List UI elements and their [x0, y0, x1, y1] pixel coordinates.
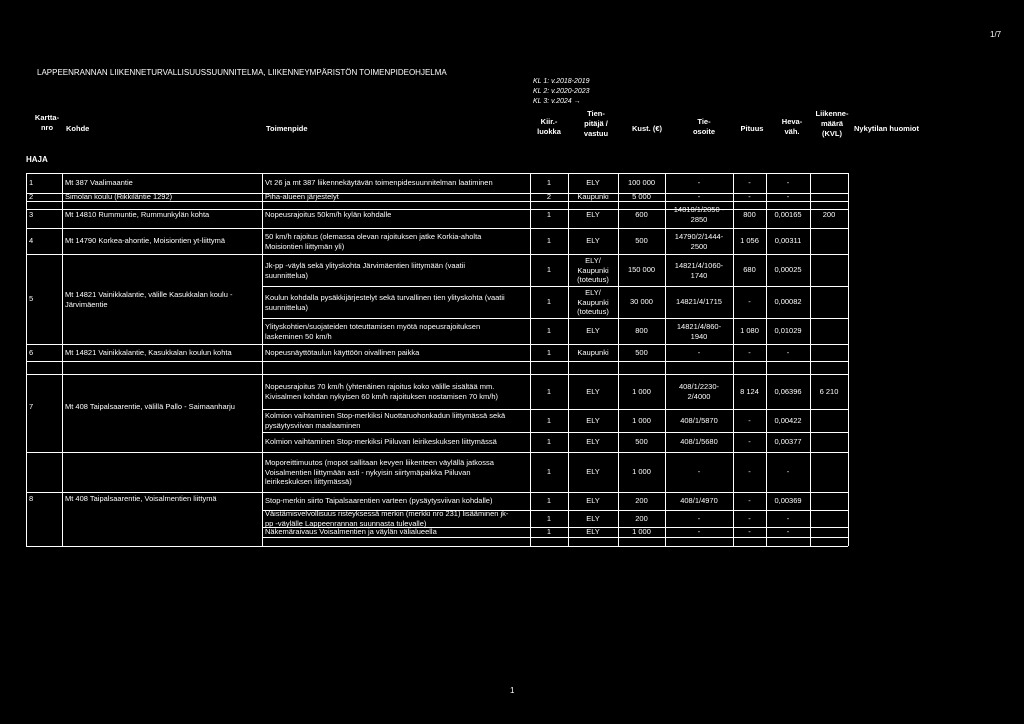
row-kohde: Mt 14821 Vainikkalantie, välille Kasukkalan koulu - Järvimäentie	[65, 290, 233, 309]
row-kustannus: 500	[635, 236, 648, 245]
row-luokka: 1	[546, 527, 552, 536]
row-pituus: -	[748, 496, 751, 505]
header-vastuu: Tien- pitäjä / vastuu	[583, 109, 609, 138]
row-kustannus: 30 000	[630, 297, 653, 306]
row-heva: 0,01029	[774, 326, 802, 335]
row-luokka: 1	[546, 326, 552, 335]
row-number: 8	[29, 494, 34, 503]
row-heva: 0,00369	[774, 496, 802, 505]
row-kohde: Mt 14790 Korkea-ahontie, Moisiontien yt-liittymä	[65, 236, 226, 245]
row-tieosoite: -	[697, 348, 701, 357]
row-vastuu: ELY	[586, 496, 600, 505]
row-kustannus: 500	[635, 437, 648, 446]
row-tieosoite: 14821/4/1715	[676, 297, 722, 306]
row-heva: 0,00165	[774, 210, 802, 219]
row-tieosoite: -	[697, 467, 701, 476]
row-heva: 0,00422	[774, 416, 802, 425]
row-luokka: 1	[546, 348, 552, 357]
row-kohde: Simolan koulu (Rikkiläntie 1292)	[65, 192, 173, 201]
row-kohde: Mt 408 Taipalsaarentie, Voisalmentien liittymä	[65, 494, 217, 503]
header-kohde: Kohde	[66, 124, 90, 133]
row-tieosoite: 408/1/5870	[680, 416, 718, 425]
row-luokka: 1	[546, 210, 552, 219]
row-tieosoite: 408/1/2230- 2/4000	[678, 382, 720, 401]
row-toimenpide: 50 km/h rajoitus (olemassa olevan rajoituksen jatke Korkia-aholta Moisiontien liittymän yli)	[265, 232, 482, 251]
row-kohde: Mt 408 Taipalsaarentie, välillä Pallo - Saimaanharju	[65, 402, 235, 411]
kl-legend-3: KL 3: v.2024 →	[533, 98, 581, 105]
row-heva: -	[786, 178, 790, 187]
row-pituus: -	[748, 437, 751, 446]
row-tieosoite: -	[697, 514, 701, 523]
row-pituus: -	[748, 348, 751, 357]
row-number: 6	[29, 348, 34, 357]
row-number: 5	[29, 294, 34, 303]
row-tieosoite: 408/1/4970	[680, 496, 718, 505]
row-vastuu: ELY/ Kaupunki (toteutus)	[577, 256, 609, 284]
row-luokka: 1	[546, 437, 552, 446]
row-pituus: -	[748, 467, 751, 476]
section-label: HAJA	[26, 155, 48, 164]
row-heva: 0,00377	[774, 437, 802, 446]
row-vastuu: Kaupunki	[577, 192, 609, 201]
row-kohde: Mt 14821 Vainikkalantie, Kasukkalan koulun kohta	[65, 348, 232, 357]
row-tieosoite: -	[697, 192, 701, 201]
row-kustannus: 1 000	[632, 467, 651, 476]
row-vastuu: ELY	[586, 527, 600, 536]
row-heva: -	[786, 527, 790, 536]
row-vastuu: ELY	[586, 514, 600, 523]
row-toimenpide: Näkemäraivaus Voisalmentien ja väylän välialueella	[265, 527, 437, 536]
row-pituus: -	[748, 527, 751, 536]
page-number: 1/7	[990, 30, 1002, 39]
row-vastuu: ELY	[586, 178, 600, 187]
row-toimenpide: Nopeusrajoitus 70 km/h (yhtenäinen rajoitus koko välille sisältää mm. Kivisalmen kohdan nykyisen 60 km/h rajoituksen nostamisen 70 km/h)	[265, 382, 499, 401]
row-vastuu: ELY	[586, 210, 600, 219]
row-tieosoite: 14810/1/2050 - 2850	[673, 205, 725, 224]
row-tieosoite: -	[697, 527, 701, 536]
row-luokka: 2	[546, 192, 552, 201]
row-toimenpide: Kolmion vaihtaminen Stop-merkiksi Nuottaruohonkadun liittymässä sekä pysäytysviivan maalaaminen	[265, 411, 506, 430]
row-tieosoite: -	[697, 178, 701, 187]
row-kustannus: 600	[635, 210, 648, 219]
header-toimenpide: Toimenpide	[266, 124, 308, 133]
kl-legend-2: KL 2: v.2020-2023	[533, 88, 590, 95]
row-luokka: 1	[546, 178, 552, 187]
row-luokka: 1	[546, 467, 552, 476]
row-kustannus: 1 000	[632, 527, 651, 536]
row-kustannus: 500	[635, 348, 648, 357]
row-pituus: 680	[743, 265, 756, 274]
row-number: 4	[29, 236, 34, 245]
footer-page-number: 1	[510, 686, 515, 695]
row-toimenpide: Jk-pp -väylä sekä ylityskohta Järvimäentien liittymään (vaatii suunnittelua)	[265, 261, 466, 280]
row-heva: 0,00311	[774, 236, 802, 245]
row-tieosoite: 14821/4/1060- 1740	[674, 261, 724, 280]
row-kustannus: 800	[635, 326, 648, 335]
row-kohde: Mt 14810 Rummuntie, Rummunkylän kohta	[65, 210, 210, 219]
row-vastuu: ELY	[586, 387, 600, 396]
row-toimenpide: Kolmion vaihtaminen Stop-merkiksi Piiluvan leirikeskuksen liittymässä	[265, 437, 497, 446]
row-pituus: -	[748, 514, 751, 523]
row-heva: 0,06396	[774, 387, 802, 396]
header-huomiot: Nykytilan huomiot	[854, 124, 920, 133]
row-toimenpide: Nopeusnäyttötaulun käyttöön oivallinen paikka	[265, 348, 420, 357]
row-vastuu: ELY	[586, 437, 600, 446]
row-kustannus: 150 000	[627, 265, 656, 274]
row-pituus: -	[748, 178, 751, 187]
row-heva: -	[786, 467, 790, 476]
header-heva: Heva- väh.	[781, 117, 803, 136]
header-luokka: Kiir.- luokka	[537, 117, 561, 136]
header-osoite: Tie- osoite	[692, 117, 716, 136]
row-heva: -	[786, 514, 790, 523]
row-pituus: 8 124	[740, 387, 759, 396]
row-vastuu: ELY	[586, 326, 600, 335]
row-toimenpide: Stop-merkin siirto Taipalsaarentien varteen (pysäytysviivan kohdalle)	[265, 496, 493, 505]
row-vastuu: ELY/ Kaupunki (toteutus)	[577, 288, 609, 316]
row-luokka: 1	[546, 265, 552, 274]
kl-legend-1: KL 1: v.2018-2019	[533, 78, 590, 85]
row-toimenpide: Moporeittimuutos (mopot sallitaan kevyen liikenteen väylällä jatkossa Voisalmentien liittymään asti - nykyisin siirtymäpaikka Piiluvan leirikeskuksen liittymässä)	[265, 458, 494, 486]
row-number: 7	[29, 402, 34, 411]
row-heva: 0,00082	[774, 297, 802, 306]
row-kustannus: 100 000	[627, 178, 656, 187]
row-vastuu: ELY	[586, 416, 600, 425]
row-toimenpide: Väistämisvelvollisuus risteyksessä merkin (merkki nro 231) lisääminen jk- pp -väylälle Lappeenrannan suunnasta tulevalle)	[265, 509, 509, 528]
row-kustannus: 200	[635, 514, 648, 523]
row-kustannus: 200	[635, 496, 648, 505]
row-luokka: 1	[546, 387, 552, 396]
row-luokka: 1	[546, 514, 552, 523]
row-tieosoite: 14821/4/860- 1940	[676, 322, 722, 341]
row-heva: 0,00025	[774, 265, 802, 274]
row-pituus: 1 056	[740, 236, 759, 245]
row-kustannus: 5 000	[632, 192, 651, 201]
header-kust: Kust. (€)	[632, 124, 662, 133]
header-kvl: Liikenne- määrä (KVL)	[815, 109, 849, 138]
row-tieosoite: 14790/2/1444- 2500	[674, 232, 724, 251]
row-number: 2	[29, 192, 34, 201]
row-kvl: 6 210	[819, 387, 839, 396]
row-heva: -	[786, 348, 790, 357]
row-pituus: -	[748, 416, 751, 425]
row-kustannus: 1 000	[632, 416, 651, 425]
row-toimenpide: Koulun kohdalla pysäkkijärjestelyt sekä turvallinen tien ylityskohta (vaatii suunnittelua)	[265, 293, 505, 312]
row-heva: -	[786, 192, 790, 201]
row-luokka: 1	[546, 496, 552, 505]
row-kustannus: 1 000	[632, 387, 651, 396]
row-toimenpide: Piha-alueen järjestelyt	[265, 192, 339, 201]
row-number: 3	[29, 210, 34, 219]
row-vastuu: ELY	[586, 236, 600, 245]
row-vastuu: ELY	[586, 467, 600, 476]
row-pituus: -	[748, 192, 751, 201]
row-pituus: -	[748, 297, 751, 306]
row-kohde: Mt 387 Vaalimaantie	[65, 178, 133, 187]
header-nro: Kartta- nro	[34, 113, 60, 132]
row-luokka: 1	[546, 416, 552, 425]
row-pituus: 1 080	[740, 326, 759, 335]
row-kvl: 200	[822, 210, 836, 219]
document-title: LAPPEENRANNAN LIIKENNETURVALLISUUSSUUNNITELMA, LIIKENNEYMPÄRISTÖN TOIMENPIDEOHJELMA	[37, 68, 447, 77]
row-toimenpide: Ylityskohtien/suojateiden toteuttamisen myötä nopeusrajoituksen laskeminen 50 km/h	[265, 322, 481, 341]
header-pituus: Pituus	[740, 124, 764, 133]
row-vastuu: Kaupunki	[577, 348, 609, 357]
row-luokka: 1	[546, 236, 552, 245]
row-toimenpide: Vt 26 ja mt 387 liikennekäytävän toimenpidesuunnitelman laatiminen	[265, 178, 493, 187]
row-number: 1	[29, 178, 34, 187]
row-pituus: 800	[743, 210, 756, 219]
row-tieosoite: 408/1/5680	[680, 437, 718, 446]
row-luokka: 1	[546, 297, 552, 306]
row-toimenpide: Nopeusrajoitus 50km/h kylän kohdalle	[265, 210, 392, 219]
